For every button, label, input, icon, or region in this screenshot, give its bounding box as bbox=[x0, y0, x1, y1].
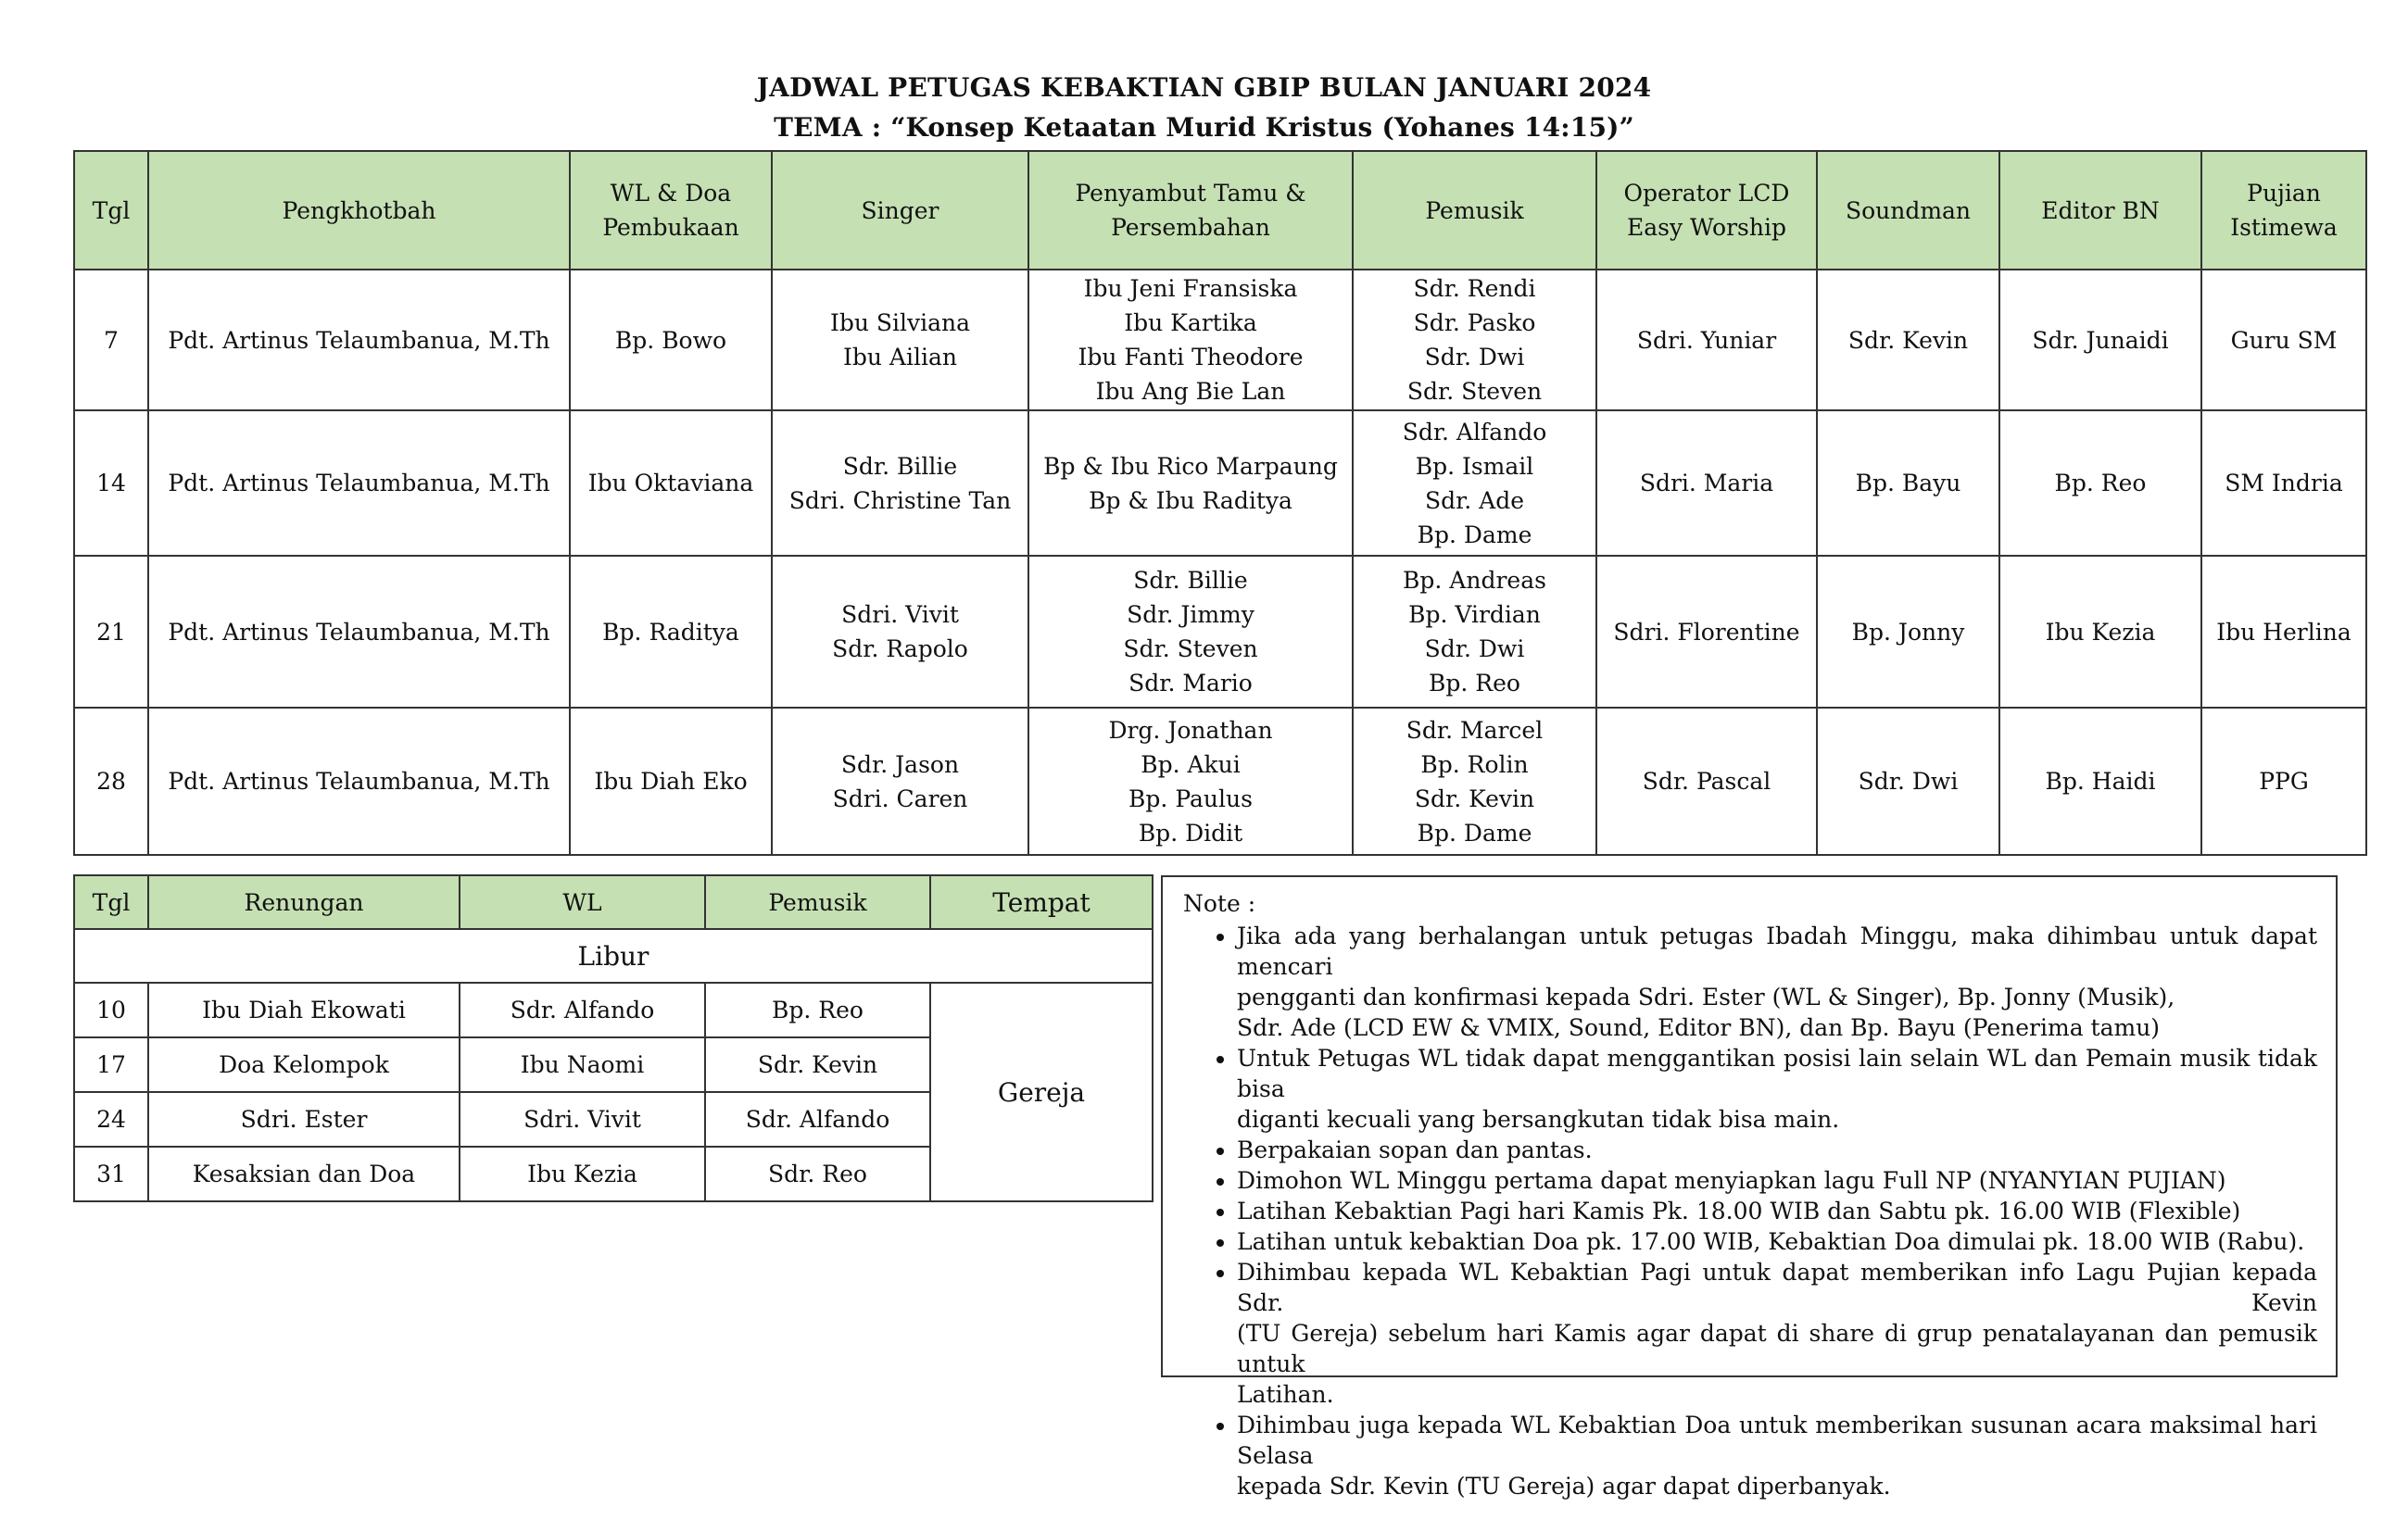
schedule-cell-editor: Bp. Reo bbox=[1999, 410, 2201, 556]
prayer-cell-wl: Sdri. Vivit bbox=[460, 1092, 705, 1147]
note-line: kepada Sdr. Kevin (TU Gereja) agar dapat diperbanyak. bbox=[1237, 1473, 1891, 1500]
note-line: • Jika ada yang berhalangan untuk petugas Ibadah Minggu, maka dihimbau untuk dapat mencari bbox=[1237, 923, 2317, 980]
schedule-cell-wl: Bp. Raditya bbox=[570, 556, 772, 708]
schedule-header-cell: Pengkhotbah bbox=[148, 151, 570, 270]
schedule-cell-pemusik bbox=[1353, 270, 1596, 410]
note-box bbox=[1161, 875, 2338, 1500]
note-item bbox=[1237, 1043, 2317, 1135]
schedule-name: Bp & Ibu Rico Marpaung bbox=[1043, 452, 1338, 480]
schedule-cell-operator: Sdr. Pascal bbox=[1596, 708, 1817, 855]
schedule-name: Sdr. Kevin bbox=[1414, 785, 1535, 812]
schedule-name: Sdr. Pasko bbox=[1413, 309, 1536, 336]
prayer-header-cell: Pemusik bbox=[705, 875, 930, 929]
schedule-name: Bp. Didit bbox=[1138, 819, 1243, 847]
note-item bbox=[1237, 1135, 2317, 1165]
note-item bbox=[1237, 1410, 2317, 1501]
schedule-cell-penyambut bbox=[1028, 708, 1353, 855]
schedule-header-cell: WL & Doa Pembukaan bbox=[570, 151, 772, 270]
schedule-row bbox=[74, 410, 2366, 556]
schedule-name: Sdr. Mario bbox=[1128, 670, 1253, 697]
prayer-cell-pemusik: Sdr. Reo bbox=[705, 1147, 930, 1201]
schedule-name: Bp. Reo bbox=[1429, 670, 1520, 697]
note-list bbox=[1183, 921, 2317, 1501]
prayer-service-table bbox=[73, 874, 1154, 1202]
schedule-name: Bp. Rolin bbox=[1420, 750, 1529, 778]
schedule-name: Sdr. Alfando bbox=[1402, 418, 1547, 446]
schedule-cell-singer bbox=[772, 708, 1028, 855]
note-line: • Dihimbau juga kepada WL Kebaktian Doa untuk memberikan susunan acara maksimal hari Selasa bbox=[1237, 1412, 2317, 1469]
note-line: Latihan. bbox=[1237, 1381, 1334, 1408]
note-line: pengganti dan konfirmasi kepada Sdri. Ester (WL & Singer), Bp. Jonny (Musik), bbox=[1237, 984, 2175, 1011]
prayer-cell-pemusik: Sdr. Alfando bbox=[705, 1092, 930, 1147]
schedule-name: Sdri. Caren bbox=[832, 785, 968, 812]
prayer-cell-renungan: Doa Kelompok bbox=[148, 1037, 460, 1092]
schedule-cell-soundman: Sdr. Kevin bbox=[1817, 270, 1999, 410]
schedule-cell-soundman: Bp. Bayu bbox=[1817, 410, 1999, 556]
schedule-name: Bp. Andreas bbox=[1403, 567, 1546, 594]
prayer-cell-wl: Ibu Kezia bbox=[460, 1147, 705, 1201]
schedule-name: Sdr. Billie bbox=[842, 452, 958, 480]
note-item bbox=[1237, 921, 2317, 1043]
schedule-cell-editor: Bp. Haidi bbox=[1999, 708, 2201, 855]
schedule-header-cell: Soundman bbox=[1817, 151, 1999, 270]
schedule-name: Ibu Fanti Theodore bbox=[1078, 344, 1304, 370]
prayer-cell-renungan: Sdri. Ester bbox=[148, 1092, 460, 1147]
schedule-row bbox=[74, 556, 2366, 708]
schedule-cell-pengkhotbah: Pdt. Artinus Telaumbanua, M.Th bbox=[148, 556, 570, 708]
schedule-cell-pengkhotbah: Pdt. Artinus Telaumbanua, M.Th bbox=[148, 708, 570, 855]
schedule-name: Bp. Dame bbox=[1417, 819, 1532, 847]
schedule-name: Bp. Paulus bbox=[1128, 785, 1253, 812]
schedule-name: Bp. Dame bbox=[1417, 521, 1532, 548]
schedule-cell-singer bbox=[772, 556, 1028, 708]
note-line: • Untuk Petugas WL tidak dapat menggantikan posisi lain selain WL dan Pemain musik tidak bisa bbox=[1237, 1045, 2317, 1102]
schedule-name: Sdr. Marcel bbox=[1406, 716, 1544, 744]
note-line: Sdr. Ade (LCD EW & VMIX, Sound, Editor BN), dan Bp. Bayu (Penerima tamu) bbox=[1237, 1014, 2161, 1041]
schedule-row bbox=[74, 708, 2366, 855]
schedule-cell-editor: Sdr. Junaidi bbox=[1999, 270, 2201, 410]
schedule-cell-soundman: Sdr. Dwi bbox=[1817, 708, 1999, 855]
schedule-name: Sdr. Steven bbox=[1406, 378, 1543, 405]
prayer-row bbox=[74, 983, 1153, 1037]
schedule-cell-pujian: SM Indria bbox=[2201, 410, 2366, 556]
prayer-cell-wl: Ibu Naomi bbox=[460, 1037, 705, 1092]
prayer-cell-wl: Sdr. Alfando bbox=[460, 983, 705, 1037]
schedule-name: Bp. Ismail bbox=[1415, 452, 1534, 480]
schedule-header-cell: Tgl bbox=[74, 151, 148, 270]
note-item bbox=[1237, 1257, 2317, 1410]
note-line: diganti kecuali yang bersangkutan tidak bisa main. bbox=[1237, 1106, 1840, 1133]
prayer-cell-pemusik: Bp. Reo bbox=[705, 983, 930, 1037]
schedule-header-cell: Operator LCD Easy Worship bbox=[1596, 151, 1817, 270]
libur-cell: Libur bbox=[74, 929, 1153, 983]
schedule-name: Bp & Ibu Raditya bbox=[1089, 486, 1292, 514]
schedule-cell-operator: Sdri. Florentine bbox=[1596, 556, 1817, 708]
prayer-cell-renungan: Kesaksian dan Doa bbox=[148, 1147, 460, 1201]
prayer-cell-tgl: 24 bbox=[74, 1092, 148, 1147]
prayer-cell-pemusik: Sdr. Kevin bbox=[705, 1037, 930, 1092]
note-line: (TU Gereja) sebelum hari Kamis agar dapat di share di grup penatalayanan dan pemusik untuk bbox=[1237, 1320, 2317, 1377]
schedule-name: Sdr. Billie bbox=[1133, 567, 1248, 594]
schedule-name: Ibu Ailian bbox=[843, 344, 957, 370]
schedule-cell-operator: Sdri. Yuniar bbox=[1596, 270, 1817, 410]
schedule-cell-tgl: 28 bbox=[74, 708, 148, 855]
prayer-header-cell: Tgl bbox=[74, 875, 148, 929]
schedule-name: Ibu Jeni Fransiska bbox=[1083, 275, 1298, 302]
prayer-header-cell: WL bbox=[460, 875, 705, 929]
schedule-cell-tgl: 7 bbox=[74, 270, 148, 410]
prayer-header-row bbox=[74, 875, 1153, 929]
prayer-cell-tgl: 10 bbox=[74, 983, 148, 1037]
schedule-name: Sdr. Dwi bbox=[1424, 635, 1525, 662]
schedule-cell-pujian: Guru SM bbox=[2201, 270, 2366, 410]
prayer-header-cell: Tempat bbox=[930, 875, 1153, 929]
note-line: • Dimohon WL Minggu pertama dapat menyiapkan lagu Full NP (NYANYIAN PUJIAN) bbox=[1237, 1167, 2226, 1194]
schedule-name: Sdri. Christine Tan bbox=[788, 486, 1012, 514]
schedule-name: Sdr. Jason bbox=[840, 750, 960, 778]
note-line: • Dihimbau kepada WL Kebaktian Pagi untuk dapat memberikan info Lagu Pujian kepada Sdr. Kevin bbox=[1237, 1259, 2317, 1316]
libur-row bbox=[74, 929, 1153, 983]
note-item bbox=[1237, 1165, 2317, 1196]
schedule-name: Ibu Kartika bbox=[1124, 309, 1257, 336]
schedule-header-cell: Penyambut Tamu & Persembahan bbox=[1028, 151, 1353, 270]
schedule-cell-soundman: Bp. Jonny bbox=[1817, 556, 1999, 708]
schedule-cell-pemusik bbox=[1353, 556, 1596, 708]
document-title: JADWAL PETUGAS KEBAKTIAN GBIP BULAN JANUARI 2024 bbox=[756, 72, 1652, 103]
note-label: Note : bbox=[1183, 890, 1256, 917]
note-line: • Latihan Kebaktian Pagi hari Kamis Pk. 18.00 WIB dan Sabtu pk. 16.00 WIB (Flexible) bbox=[1237, 1198, 2241, 1224]
schedule-name: Sdr. Steven bbox=[1123, 635, 1258, 662]
schedule-cell-pujian: Ibu Herlina bbox=[2201, 556, 2366, 708]
document-theme: TEMA : “Konsep Ketaatan Murid Kristus (Yohanes 14:15)” bbox=[774, 112, 1634, 143]
schedule-cell-penyambut bbox=[1028, 270, 1353, 410]
schedule-cell-singer bbox=[772, 410, 1028, 556]
schedule-cell-penyambut bbox=[1028, 410, 1353, 556]
schedule-cell-penyambut bbox=[1028, 556, 1353, 708]
schedule-header-cell: Pujian Istimewa bbox=[2201, 151, 2366, 270]
prayer-header-cell: Renungan bbox=[148, 875, 460, 929]
note-line: • Latihan untuk kebaktian Doa pk. 17.00 WIB, Kebaktian Doa dimulai pk. 18.00 WIB (Rabu). bbox=[1237, 1228, 2305, 1255]
schedule-name: Sdri. Vivit bbox=[841, 601, 959, 628]
schedule-cell-pujian: PPG bbox=[2201, 708, 2366, 855]
prayer-cell-tgl: 17 bbox=[74, 1037, 148, 1092]
schedule-cell-singer bbox=[772, 270, 1028, 410]
prayer-cell-renungan: Ibu Diah Ekowati bbox=[148, 983, 460, 1037]
schedule-name: Ibu Silviana bbox=[829, 309, 971, 336]
note-line: • Berpakaian sopan dan pantas. bbox=[1237, 1136, 1593, 1163]
schedule-cell-tgl: 21 bbox=[74, 556, 148, 708]
note-item bbox=[1237, 1196, 2317, 1226]
schedule-name: Sdr. Ade bbox=[1424, 486, 1525, 514]
schedule-header-cell: Singer bbox=[772, 151, 1028, 270]
sunday-schedule-table bbox=[73, 150, 2367, 856]
schedule-cell-pengkhotbah: Pdt. Artinus Telaumbanua, M.Th bbox=[148, 410, 570, 556]
schedule-cell-pengkhotbah: Pdt. Artinus Telaumbanua, M.Th bbox=[148, 270, 570, 410]
schedule-cell-wl: Bp. Bowo bbox=[570, 270, 772, 410]
schedule-name: Bp. Virdian bbox=[1408, 601, 1541, 628]
schedule-cell-operator: Sdri. Maria bbox=[1596, 410, 1817, 556]
schedule-name: Ibu Ang Bie Lan bbox=[1095, 378, 1286, 405]
schedule-header-cell: Pemusik bbox=[1353, 151, 1596, 270]
schedule-cell-wl: Ibu Oktaviana bbox=[570, 410, 772, 556]
schedule-cell-wl: Ibu Diah Eko bbox=[570, 708, 772, 855]
schedule-name: Bp. Akui bbox=[1141, 750, 1241, 778]
schedule-name: Sdr. Dwi bbox=[1424, 344, 1525, 370]
schedule-cell-pemusik bbox=[1353, 708, 1596, 855]
schedule-row bbox=[74, 270, 2366, 410]
schedule-name: Sdr. Rendi bbox=[1413, 275, 1536, 302]
schedule-cell-tgl: 14 bbox=[74, 410, 148, 556]
schedule-header-row bbox=[74, 151, 2366, 270]
prayer-cell-tgl: 31 bbox=[74, 1147, 148, 1201]
tempat-cell: Gereja bbox=[930, 983, 1153, 1201]
schedule-name: Sdr. Jimmy bbox=[1127, 601, 1254, 628]
schedule-cell-editor: Ibu Kezia bbox=[1999, 556, 2201, 708]
schedule-cell-pemusik bbox=[1353, 410, 1596, 556]
schedule-name: Sdr. Rapolo bbox=[832, 635, 968, 662]
schedule-name: Drg. Jonathan bbox=[1108, 716, 1273, 744]
note-item bbox=[1237, 1226, 2317, 1257]
schedule-header-cell: Editor BN bbox=[1999, 151, 2201, 270]
